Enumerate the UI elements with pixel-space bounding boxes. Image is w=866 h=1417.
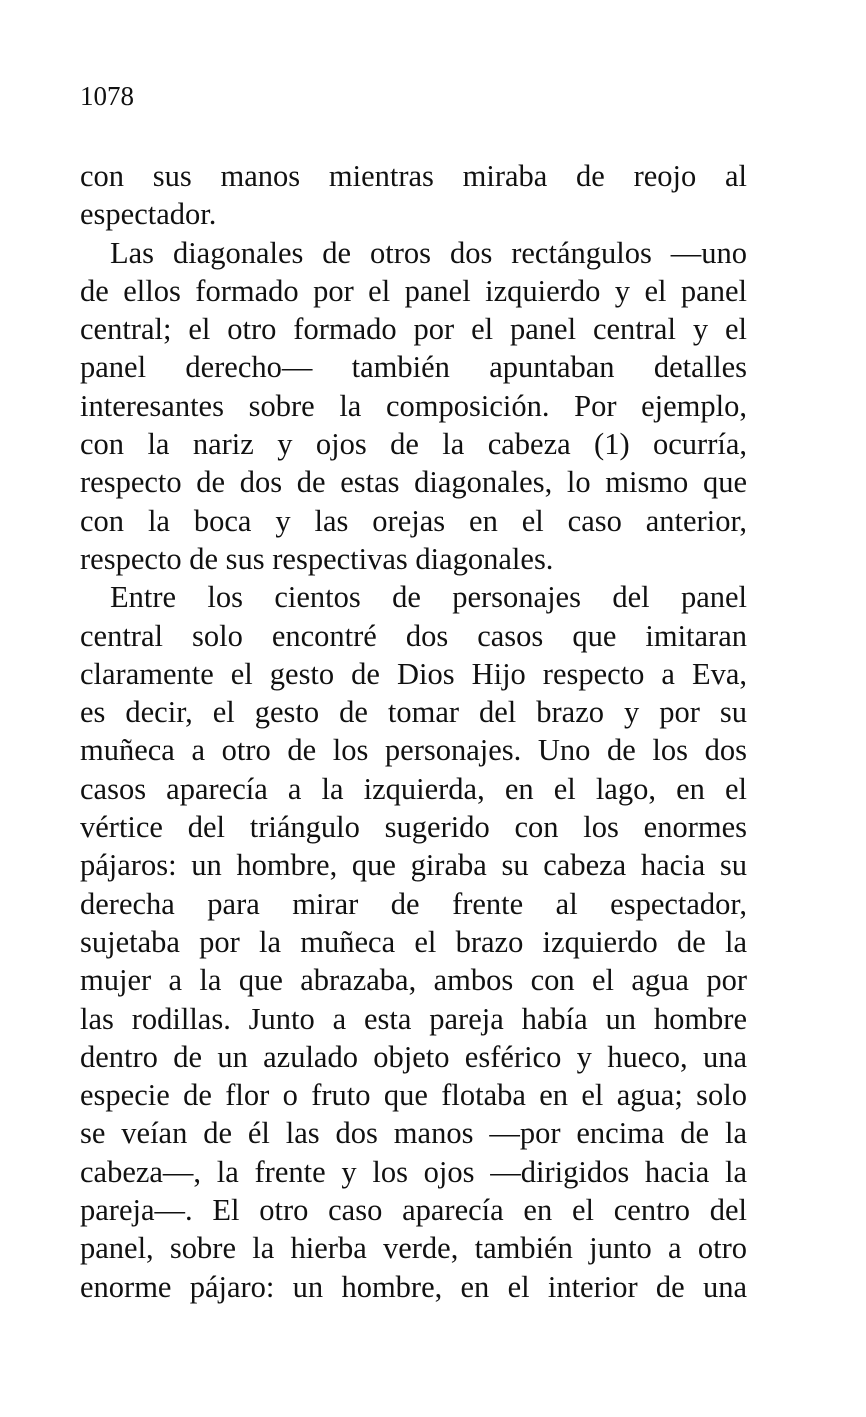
text-line: es decir, el gesto de tomar del brazo y por su	[80, 695, 747, 730]
text-line: se veían de él las dos manos —por encima de la	[80, 1116, 747, 1151]
text-line: enorme pájaro: un hombre, en el interior de una	[80, 1269, 747, 1304]
text-line: pájaros: un hombre, que giraba su cabeza hacia su	[80, 848, 747, 883]
text-line: con la boca y las orejas en el caso anterior,	[80, 503, 747, 538]
text-line: las rodillas. Junto a esta pareja había un hombre	[80, 1001, 747, 1036]
text-line: especie de flor o fruto que flotaba en el agua; solo	[80, 1078, 747, 1113]
text-line: derecha para mirar de frente al espectador,	[80, 886, 747, 921]
text-line: central; el otro formado por el panel central y el	[80, 312, 747, 347]
text-line: casos aparecía a la izquierda, en el lago, en el	[80, 771, 747, 806]
text-line: con sus manos mientras miraba de reojo al	[80, 159, 747, 193]
text-line: Entre los cientos de personajes del panel	[110, 580, 747, 615]
text-line: claramente el gesto de Dios Hijo respecto a Eva,	[80, 656, 747, 691]
body-text	[80, 157, 747, 1306]
text-line: dentro de un azulado objeto esférico y hueco, una	[80, 1039, 747, 1074]
text-line: respecto de sus respectivas diagonales.	[80, 541, 554, 576]
text-line: Las diagonales de otros dos rectángulos —uno	[110, 235, 747, 270]
text-line: con la nariz y ojos de la cabeza (1) ocurría,	[80, 427, 747, 462]
text-line: espectador.	[80, 197, 217, 232]
text-line: de ellos formado por el panel izquierdo y el panel	[80, 273, 747, 308]
text-line: muñeca a otro de los personajes. Uno de los dos	[80, 733, 747, 768]
page-number: 1078	[80, 81, 134, 111]
text-line: vértice del triángulo sugerido con los enormes	[80, 810, 747, 845]
text-line: sujetaba por la muñeca el brazo izquierdo de la	[80, 924, 747, 959]
text-line: cabeza—, la frente y los ojos —dirigidos hacia la	[80, 1154, 747, 1189]
text-line: pareja—. El otro caso aparecía en el centro del	[80, 1193, 747, 1228]
text-line: interesantes sobre la composición. Por ejemplo,	[80, 388, 747, 423]
text-line: panel, sobre la hierba verde, también junto a otro	[80, 1231, 747, 1266]
text-line: respecto de dos de estas diagonales, lo mismo que	[80, 465, 747, 500]
text-line: panel derecho— también apuntaban detalles	[80, 350, 747, 385]
text-line: central solo encontré dos casos que imitaran	[80, 618, 747, 653]
text-line: mujer a la que abrazaba, ambos con el agua por	[80, 963, 747, 998]
